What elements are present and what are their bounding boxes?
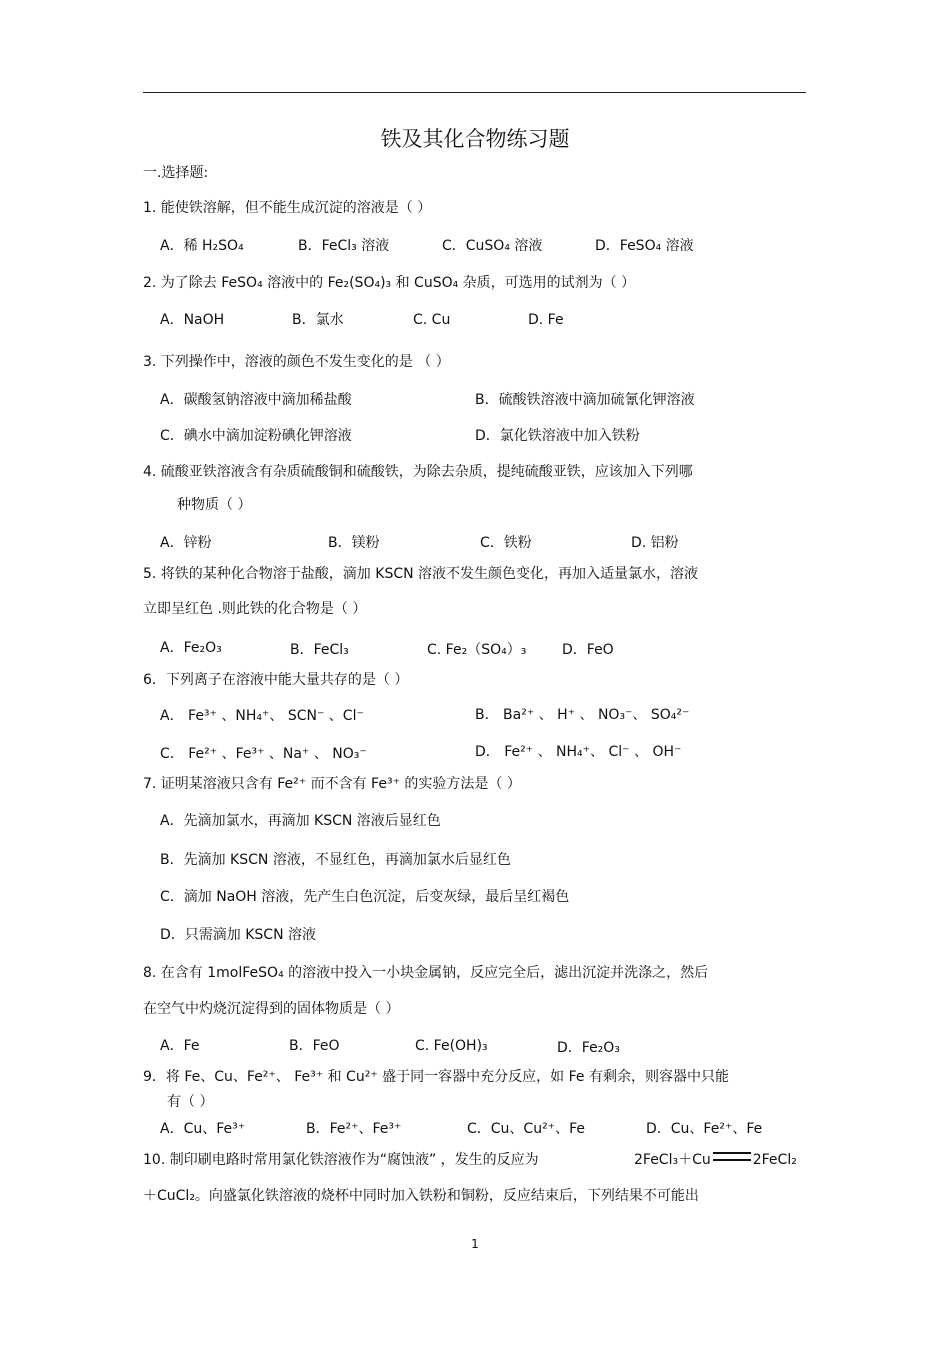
option-8b: B．FeO bbox=[289, 1038, 340, 1054]
option-3d: D．氯化铁溶液中加入铁粉 bbox=[475, 428, 640, 444]
option-4d: D. 铝粉 bbox=[631, 535, 679, 551]
question-9-line-1: 9．将 Fe、Cu、Fe²⁺、 Fe³⁺ 和 Cu²⁺ 盛于同一容器中充分反应，如 Fe 有剩余，则容器中只能 bbox=[143, 1069, 729, 1085]
option-6b: B． Ba²⁺ 、 H⁺ 、 NO₃⁻、 SO₄²⁻ bbox=[475, 707, 690, 723]
question-8-line-2: 在空气中灼烧沉淀得到的固体物质是（ ） bbox=[143, 1001, 400, 1017]
option-5d: D．FeO bbox=[562, 642, 614, 658]
option-2d: D. Fe bbox=[528, 312, 564, 328]
question-6: 6．下列离子在溶液中能大量共存的是（ ） bbox=[143, 672, 409, 688]
option-1d: D．FeSO₄ 溶液 bbox=[595, 238, 694, 254]
equals-sign bbox=[713, 1152, 751, 1161]
reaction-product: 2FeCl₂ bbox=[752, 1152, 797, 1168]
reaction-reactants: 2FeCl₃＋Cu bbox=[634, 1152, 711, 1168]
option-4c: C．铁粉 bbox=[480, 535, 532, 551]
reaction-equation bbox=[634, 1150, 797, 1170]
option-4b: B．镁粉 bbox=[328, 535, 380, 551]
option-5a: A．Fe₂O₃ bbox=[160, 640, 222, 656]
option-8c: C. Fe(OH)₃ bbox=[415, 1038, 488, 1054]
option-5c: C. Fe₂（SO₄）₃ bbox=[427, 642, 527, 658]
page-title: 铁及其化合物练习题 bbox=[380, 127, 570, 151]
option-7c: C．滴加 NaOH 溶液，先产生白色沉淀，后变灰绿，最后呈红褐色 bbox=[160, 889, 570, 905]
question-10-line-1 bbox=[143, 1150, 539, 1170]
option-2b: B．氯水 bbox=[292, 312, 344, 328]
option-5b: B．FeCl₃ bbox=[290, 642, 349, 658]
option-9c: C．Cu、Cu²⁺、Fe bbox=[467, 1121, 585, 1137]
option-9a: A．Cu、Fe³⁺ bbox=[160, 1121, 246, 1137]
question-8-line-1: 8. 在含有 1molFeSO₄ 的溶液中投入一小块金属钠，反应完全后，滤出沉淀并洗涤之，然后 bbox=[143, 965, 709, 981]
option-3b: B．硫酸铁溶液中滴加硫氰化钾溶液 bbox=[475, 392, 695, 408]
page-number: 1 bbox=[471, 1237, 479, 1251]
option-2c: C. Cu bbox=[413, 312, 451, 328]
option-7d: D．只需滴加 KSCN 溶液 bbox=[160, 927, 316, 943]
section-heading: 一.选择题: bbox=[143, 165, 209, 181]
option-3c: C．碘水中滴加淀粉碘化钾溶液 bbox=[160, 428, 352, 444]
question-10-text: 10. 制印刷电路时常用氯化铁溶液作为“腐蚀液” ，发生的反应为 bbox=[143, 1152, 539, 1168]
option-7a: A．先滴加氯水，再滴加 KSCN 溶液后显红色 bbox=[160, 813, 441, 829]
option-8d: D．Fe₂O₃ bbox=[557, 1040, 620, 1056]
option-6a: A． Fe³⁺ 、NH₄⁺、 SCN⁻ 、Cl⁻ bbox=[160, 708, 364, 724]
question-9-line-2: 有（ ） bbox=[167, 1094, 214, 1110]
question-10-line-2: ＋CuCl₂。向盛氯化铁溶液的烧杯中同时加入铁粉和铜粉，反应结束后，下列结果不可能出 bbox=[143, 1188, 699, 1204]
header-rule bbox=[143, 92, 806, 93]
option-9b: B．Fe²⁺、Fe³⁺ bbox=[306, 1121, 402, 1137]
option-6d: D． Fe²⁺ 、 NH₄⁺、 Cl⁻ 、 OH⁻ bbox=[475, 744, 682, 760]
option-6c: C． Fe²⁺ 、Fe³⁺ 、Na⁺ 、 NO₃⁻ bbox=[160, 746, 367, 762]
option-1a: A．稀 H₂SO₄ bbox=[160, 238, 244, 254]
question-4-line-1: 4. 硫酸亚铁溶液含有杂质硫酸铜和硫酸铁，为除去杂质，提纯硫酸亚铁，应该加入下列哪 bbox=[143, 464, 693, 480]
option-7b: B．先滴加 KSCN 溶液，不显红色，再滴加氯水后显红色 bbox=[160, 852, 511, 868]
question-3: 3. 下列操作中，溶液的颜色不发生变化的是 （ ） bbox=[143, 354, 450, 370]
question-4-line-2: 种物质（ ） bbox=[177, 497, 252, 513]
question-5-line-1: 5. 将铁的某种化合物溶于盐酸，滴加 KSCN 溶液不发生颜色变化，再加入适量氯水，溶液 bbox=[143, 566, 699, 582]
question-2: 2. 为了除去 FeSO₄ 溶液中的 Fe₂(SO₄)₃ 和 CuSO₄ 杂质，可选用的试剂为（ ） bbox=[143, 275, 636, 291]
option-8a: A．Fe bbox=[160, 1038, 200, 1054]
option-1c: C．CuSO₄ 溶液 bbox=[442, 238, 543, 254]
option-9d: D．Cu、Fe²⁺、Fe bbox=[646, 1121, 763, 1137]
option-2a: A．NaOH bbox=[160, 312, 225, 328]
question-7: 7. 证明某溶液只含有 Fe²⁺ 而不含有 Fe³⁺ 的实验方法是（ ） bbox=[143, 776, 521, 792]
option-1b: B．FeCl₃ 溶液 bbox=[298, 238, 390, 254]
question-5-line-2: 立即呈红色 .则此铁的化合物是（ ） bbox=[143, 601, 367, 617]
option-4a: A．锌粉 bbox=[160, 535, 212, 551]
option-3a: A．碳酸氢钠溶液中滴加稀盐酸 bbox=[160, 392, 352, 408]
question-1: 1. 能使铁溶解，但不能生成沉淀的溶液是（ ） bbox=[143, 200, 432, 216]
